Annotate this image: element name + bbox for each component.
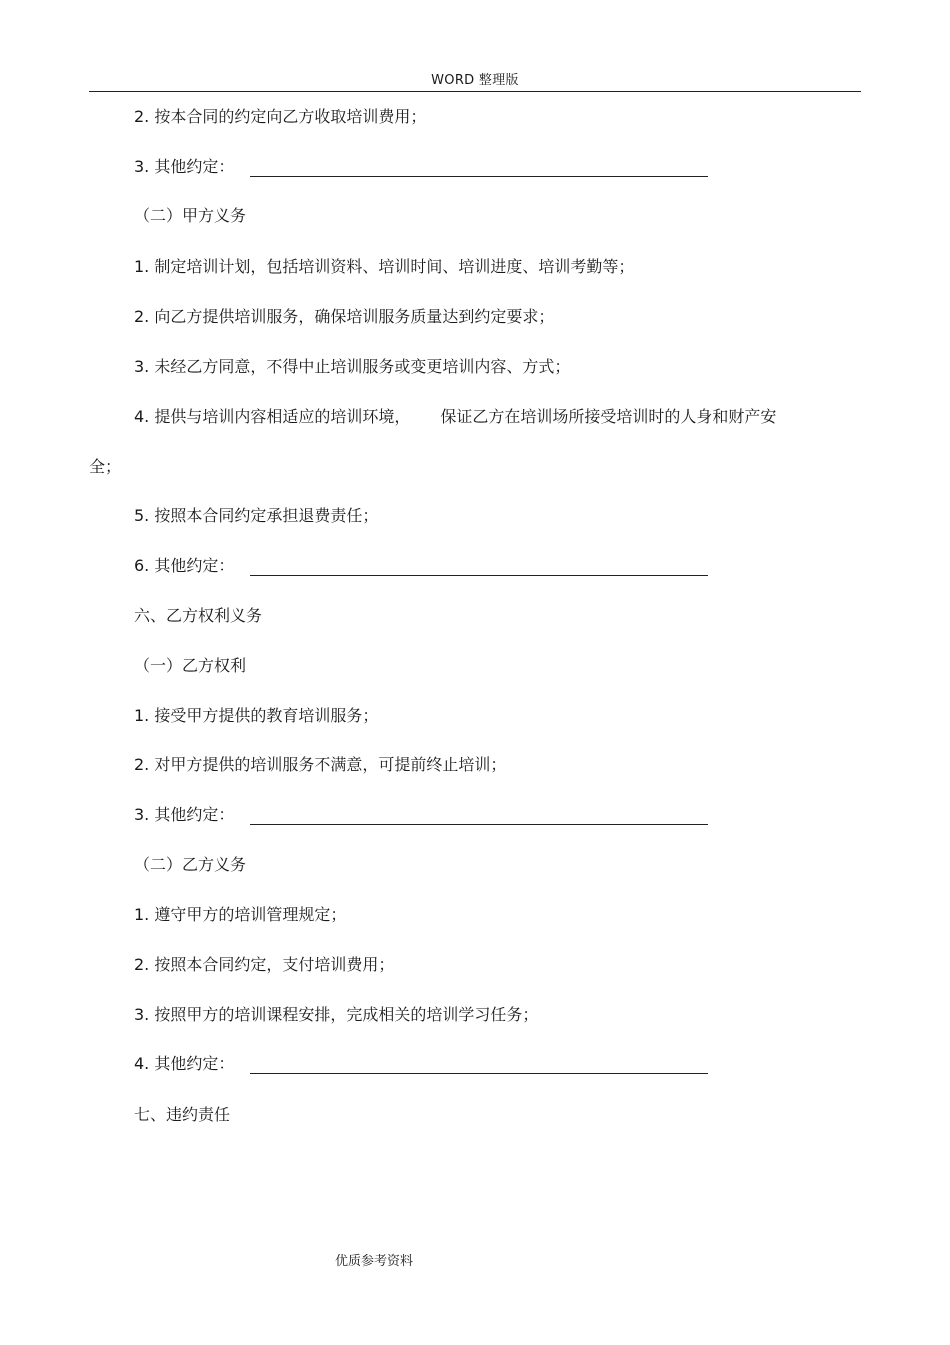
clause-line-continued: 全； — [89, 457, 122, 476]
page-footer: 优质参考资料 — [335, 1254, 414, 1269]
clause-line: 3. 其他约定： — [134, 805, 235, 824]
clause-line: 3. 其他约定： — [134, 157, 235, 176]
fill-in-blank — [250, 824, 708, 825]
clause-line-part: 保证乙方在培训场所接受培训时的人身和财产安 — [440, 407, 777, 426]
clause-line: 2. 按照本合同约定，支付培训费用； — [134, 955, 395, 974]
fill-in-blank — [250, 176, 708, 177]
clause-line: 5. 按照本合同约定承担退费责任； — [134, 506, 379, 525]
clause-line: 1. 遵守甲方的培训管理规定； — [134, 905, 347, 924]
header-divider — [89, 91, 861, 92]
clause-line — [134, 407, 776, 427]
clause-line: 6. 其他约定： — [134, 556, 235, 575]
clause-line: 3. 按照甲方的培训课程安排，完成相关的培训学习任务； — [134, 1005, 539, 1024]
fill-in-blank — [250, 1073, 708, 1074]
clause-line: 2. 向乙方提供培训服务，确保培训服务质量达到约定要求； — [134, 307, 555, 326]
clause-line: 4. 其他约定： — [134, 1054, 235, 1073]
clause-line: 1. 制定培训计划，包括培训资料、培训时间、培训进度、培训考勤等； — [134, 257, 635, 276]
chapter-heading: 六、乙方权利义务 — [134, 606, 263, 625]
clause-line: 1. 接受甲方提供的教育培训服务； — [134, 706, 379, 725]
clause-line: 2. 按本合同的约定向乙方收取培训费用； — [134, 107, 427, 126]
clause-line-part: 4. 提供与培训内容相适应的培训环境， — [134, 407, 411, 426]
page-header-title: WORD 整理版 — [431, 73, 519, 88]
section-heading: （一）乙方权利 — [134, 656, 247, 675]
clause-line: 2. 对甲方提供的培训服务不满意，可提前终止培训； — [134, 755, 507, 774]
clause-line: 3. 未经乙方同意，不得中止培训服务或变更培训内容、方式； — [134, 357, 571, 376]
chapter-heading: 七、违约责任 — [134, 1105, 231, 1124]
section-heading: （二）甲方义务 — [134, 206, 247, 225]
fill-in-blank — [250, 575, 708, 576]
section-heading: （二）乙方义务 — [134, 855, 247, 874]
